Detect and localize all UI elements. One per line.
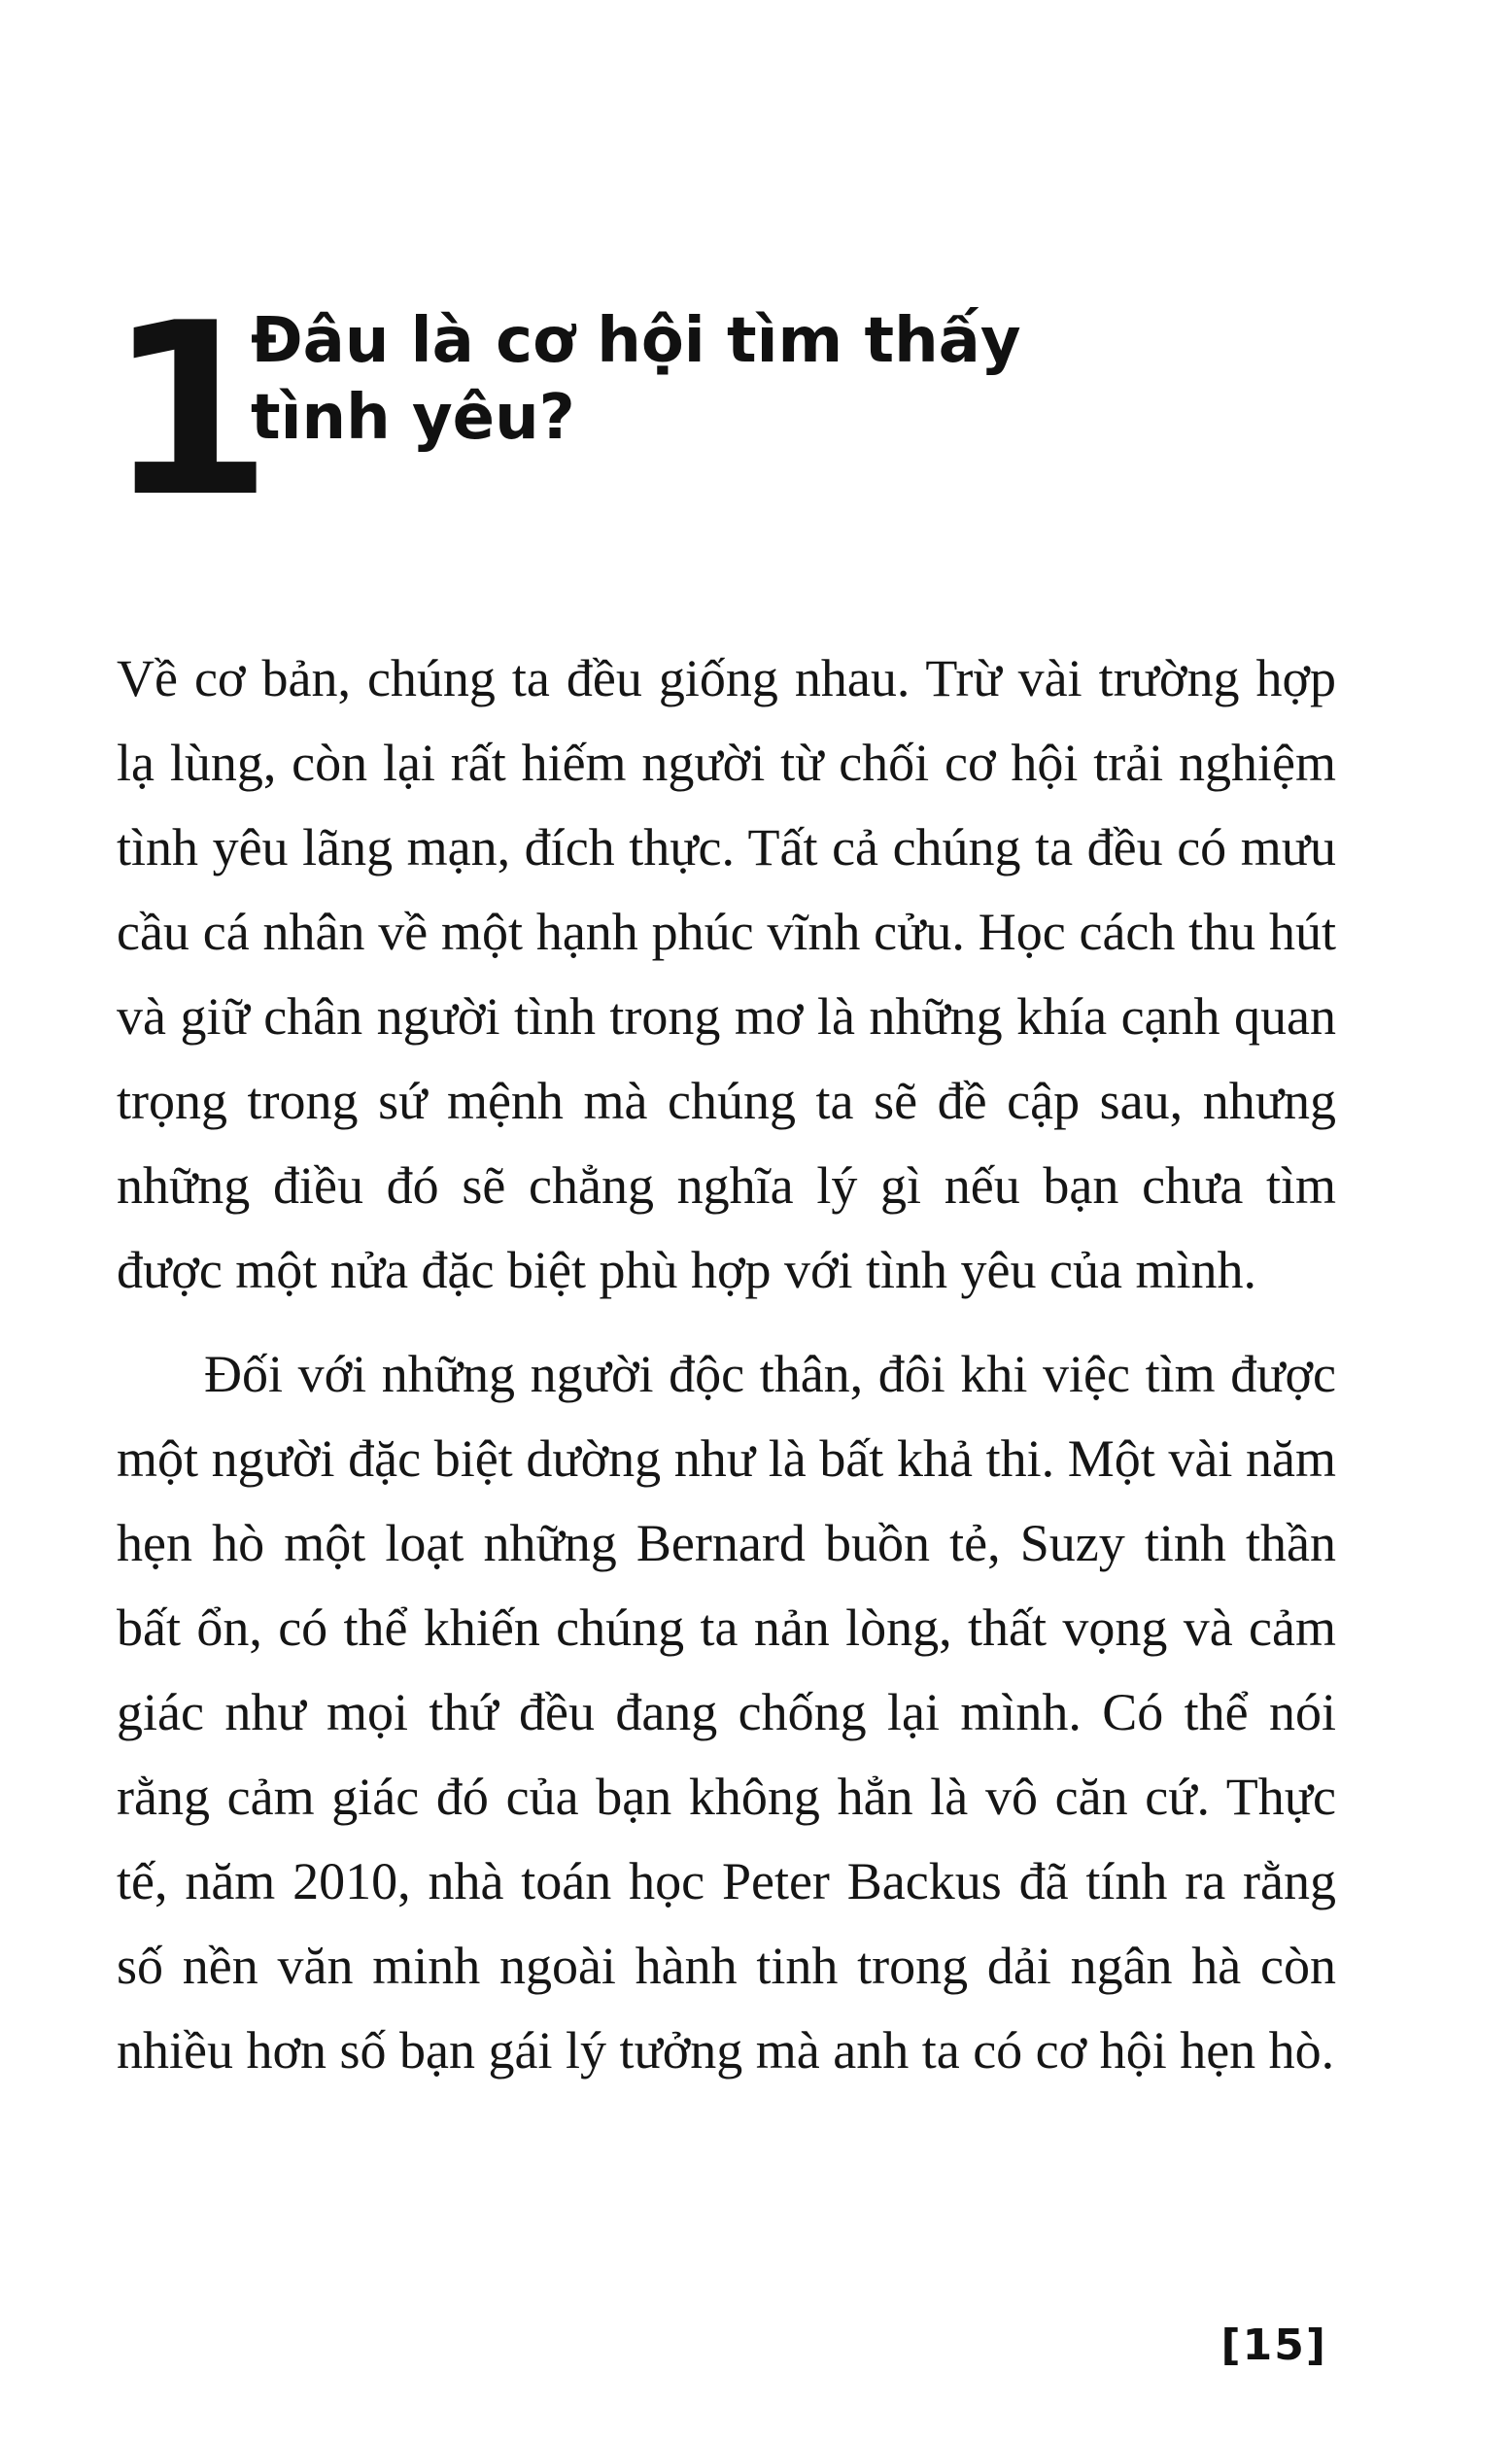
chapter-title-line-2: tình yêu? (251, 381, 575, 454)
body-paragraph-1: Về cơ bản, chúng ta đều giống nhau. Trừ vài trường hợp lạ lùng, còn lại rất hiếm người từ chối cơ hội trải nghiệm tình yêu lãng mạn, đích thực. Tất cả chúng ta đều có mưu cầu cá nhân về một hạnh phúc vĩnh cửu. Học cách thu hút và giữ chân người tình trong mơ là những khía cạnh quan trọng trong sứ mệnh mà chúng ta sẽ đề cập sau, nhưng những điều đó sẽ chẳng nghĩa lý gì nếu bạn chưa tìm được một nửa đặc biệt phù hợp với tình yêu của mình. (117, 649, 1336, 1299)
chapter-title (251, 303, 1184, 456)
chapter-body (117, 636, 1336, 2093)
chapter-number: 1 (107, 272, 261, 549)
page-number: [15] (1220, 2321, 1327, 2370)
chapter-title-line-1: Đâu là cơ hội tìm thấy (251, 305, 1021, 377)
body-paragraph-2: Đối với những người độc thân, đôi khi việc tìm được một người đặc biệt dường như là bất khả thi. Một vài năm hẹn hò một loạt những Bernard buồn tẻ, Suzy tinh thần bất ổn, có thể khiến chúng ta nản lòng, thất vọng và cảm giác như mọi thứ đều đang chống lại mình. Có thể nói rằng cảm giác đó của bạn không hẳn là vô căn cứ. Thực tế, năm 2010, nhà toán học Peter Backus đã tính ra rằng số nền văn minh ngoài hành tinh trong dải ngân hà còn nhiều hơn số bạn gái lý tưởng mà anh ta có cơ hội hẹn hò. (117, 1345, 1336, 2080)
